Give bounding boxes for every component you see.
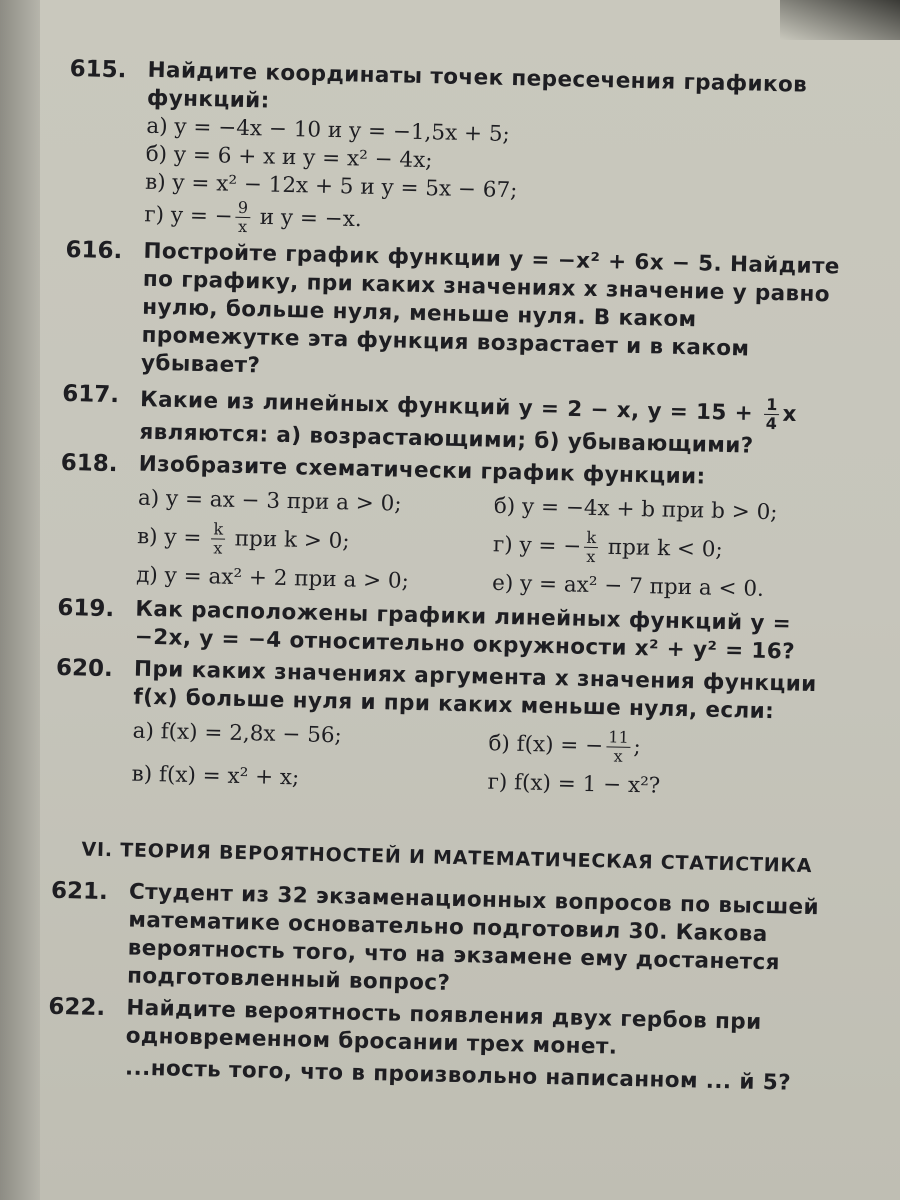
formula-part: при k < 0; bbox=[600, 534, 724, 563]
task-item-a: а) y = ax − 3 при a > 0; bbox=[137, 485, 402, 517]
fraction-numerator: 9 bbox=[236, 199, 251, 218]
task-text: Постройте график функции y = −x² + 6x − 5. Найдите по графику, при каких значениях x значение y равно нулю, больше нуля, меньше нуля. В каком промежутке эта функция возрастает и в каком убывает? bbox=[140, 238, 841, 379]
task-item-v: в) f(x) = x² + x; bbox=[131, 761, 300, 791]
fraction bbox=[235, 199, 250, 236]
task-text-cut-off: ...ность того, что в произвольно написанном ... й 5? bbox=[124, 1055, 792, 1096]
task-item-d: д) y = ax² + 2 при a > 0; bbox=[135, 562, 410, 594]
task-615 bbox=[66, 55, 860, 250]
task-number: 622. bbox=[48, 993, 106, 1022]
task-621 bbox=[49, 877, 841, 1007]
fraction-numerator: k bbox=[211, 520, 225, 539]
text-part: x являются: а) возрастающими; б) убывающими? bbox=[139, 401, 798, 459]
task-number: 617. bbox=[62, 380, 120, 409]
formula-part: г) y = − bbox=[144, 202, 233, 230]
fraction-denominator: x bbox=[213, 538, 223, 558]
task-number: 621. bbox=[50, 877, 109, 906]
task-item-g: г) f(x) = 1 − x²? bbox=[487, 769, 661, 799]
task-item-v: в) y = x² − 12x + 5 и y = 5x − 67; bbox=[144, 169, 518, 204]
fraction bbox=[606, 728, 631, 766]
fraction bbox=[764, 396, 780, 433]
fraction-denominator: x bbox=[586, 546, 596, 567]
task-number: 616. bbox=[65, 236, 123, 265]
section-heading: VI. ТЕОРИЯ ВЕРОЯТНОСТЕЙ И МАТЕМАТИЧЕСКАЯ СТАТИСТИКА bbox=[81, 838, 813, 878]
task-number: 618. bbox=[60, 449, 118, 478]
task-618 bbox=[58, 449, 851, 606]
task-item-g bbox=[493, 527, 850, 572]
task-number: 615. bbox=[69, 55, 127, 84]
fraction-denominator: x bbox=[613, 746, 623, 766]
task-text: При каких значениях аргумента x значения функции f(x) больше нуля и при каких меньше нуля, если: bbox=[133, 656, 817, 725]
task-text: Найдите вероятность появления двух гербов при одновременном бросании трех монет. bbox=[125, 995, 762, 1060]
task-item-b: б) y = 6 + x и y = x² − 4x; bbox=[145, 141, 433, 174]
task-item-b: б) y = −4x + b при b > 0; bbox=[493, 493, 778, 526]
task-item-b bbox=[488, 726, 845, 771]
book-spine-shadow bbox=[0, 0, 40, 1200]
fraction-denominator: 4 bbox=[765, 413, 778, 434]
task-item-a: а) y = −4x − 10 и y = −1,5x + 5; bbox=[146, 113, 511, 147]
fraction bbox=[211, 520, 226, 557]
fraction-numerator: k bbox=[584, 529, 598, 548]
formula-part: при k > 0; bbox=[227, 526, 350, 554]
text-part: Какие из линейных функций y = 2 − x, y = 15 + bbox=[139, 387, 762, 427]
task-620 bbox=[53, 654, 846, 805]
formula-part: б) f(x) = − bbox=[488, 731, 604, 759]
fraction-numerator: 1 bbox=[764, 396, 780, 415]
page-content bbox=[47, 55, 860, 1103]
task-item-a: а) f(x) = 2,8x − 56; bbox=[132, 718, 343, 749]
formula-part: ; bbox=[633, 734, 642, 760]
task-text: Изобразите схематически график функции: bbox=[138, 451, 706, 490]
task-text: Студент из 32 экзаменационных вопросов по высшей математике основательно подготовил 30. Какова вероятность того, что на экзамене ему достанется подготовленный вопрос? bbox=[126, 879, 820, 996]
formula-part: г) y = − bbox=[492, 532, 582, 560]
task-text bbox=[139, 382, 852, 463]
formula-part: в) y = bbox=[136, 524, 209, 551]
formula-part: и y = −x. bbox=[252, 204, 362, 233]
task-text: Найдите координаты точек пересечения графиков функций: bbox=[146, 57, 808, 114]
task-617 bbox=[61, 380, 852, 463]
task-616 bbox=[63, 236, 856, 394]
page-corner-shadow bbox=[780, 0, 900, 40]
task-number: 620. bbox=[55, 654, 114, 683]
fraction-denominator: x bbox=[237, 216, 248, 237]
fraction-numerator: 11 bbox=[606, 728, 631, 748]
task-text: Как расположены графики линейных функций y = −2x, y = −4 относительно окружности x² + y² = 16? bbox=[134, 596, 796, 665]
task-number: 619. bbox=[57, 594, 115, 623]
task-item-e: е) y = ax² − 7 при a < 0. bbox=[491, 570, 765, 602]
task-item-v bbox=[137, 519, 494, 564]
fraction bbox=[584, 529, 599, 566]
